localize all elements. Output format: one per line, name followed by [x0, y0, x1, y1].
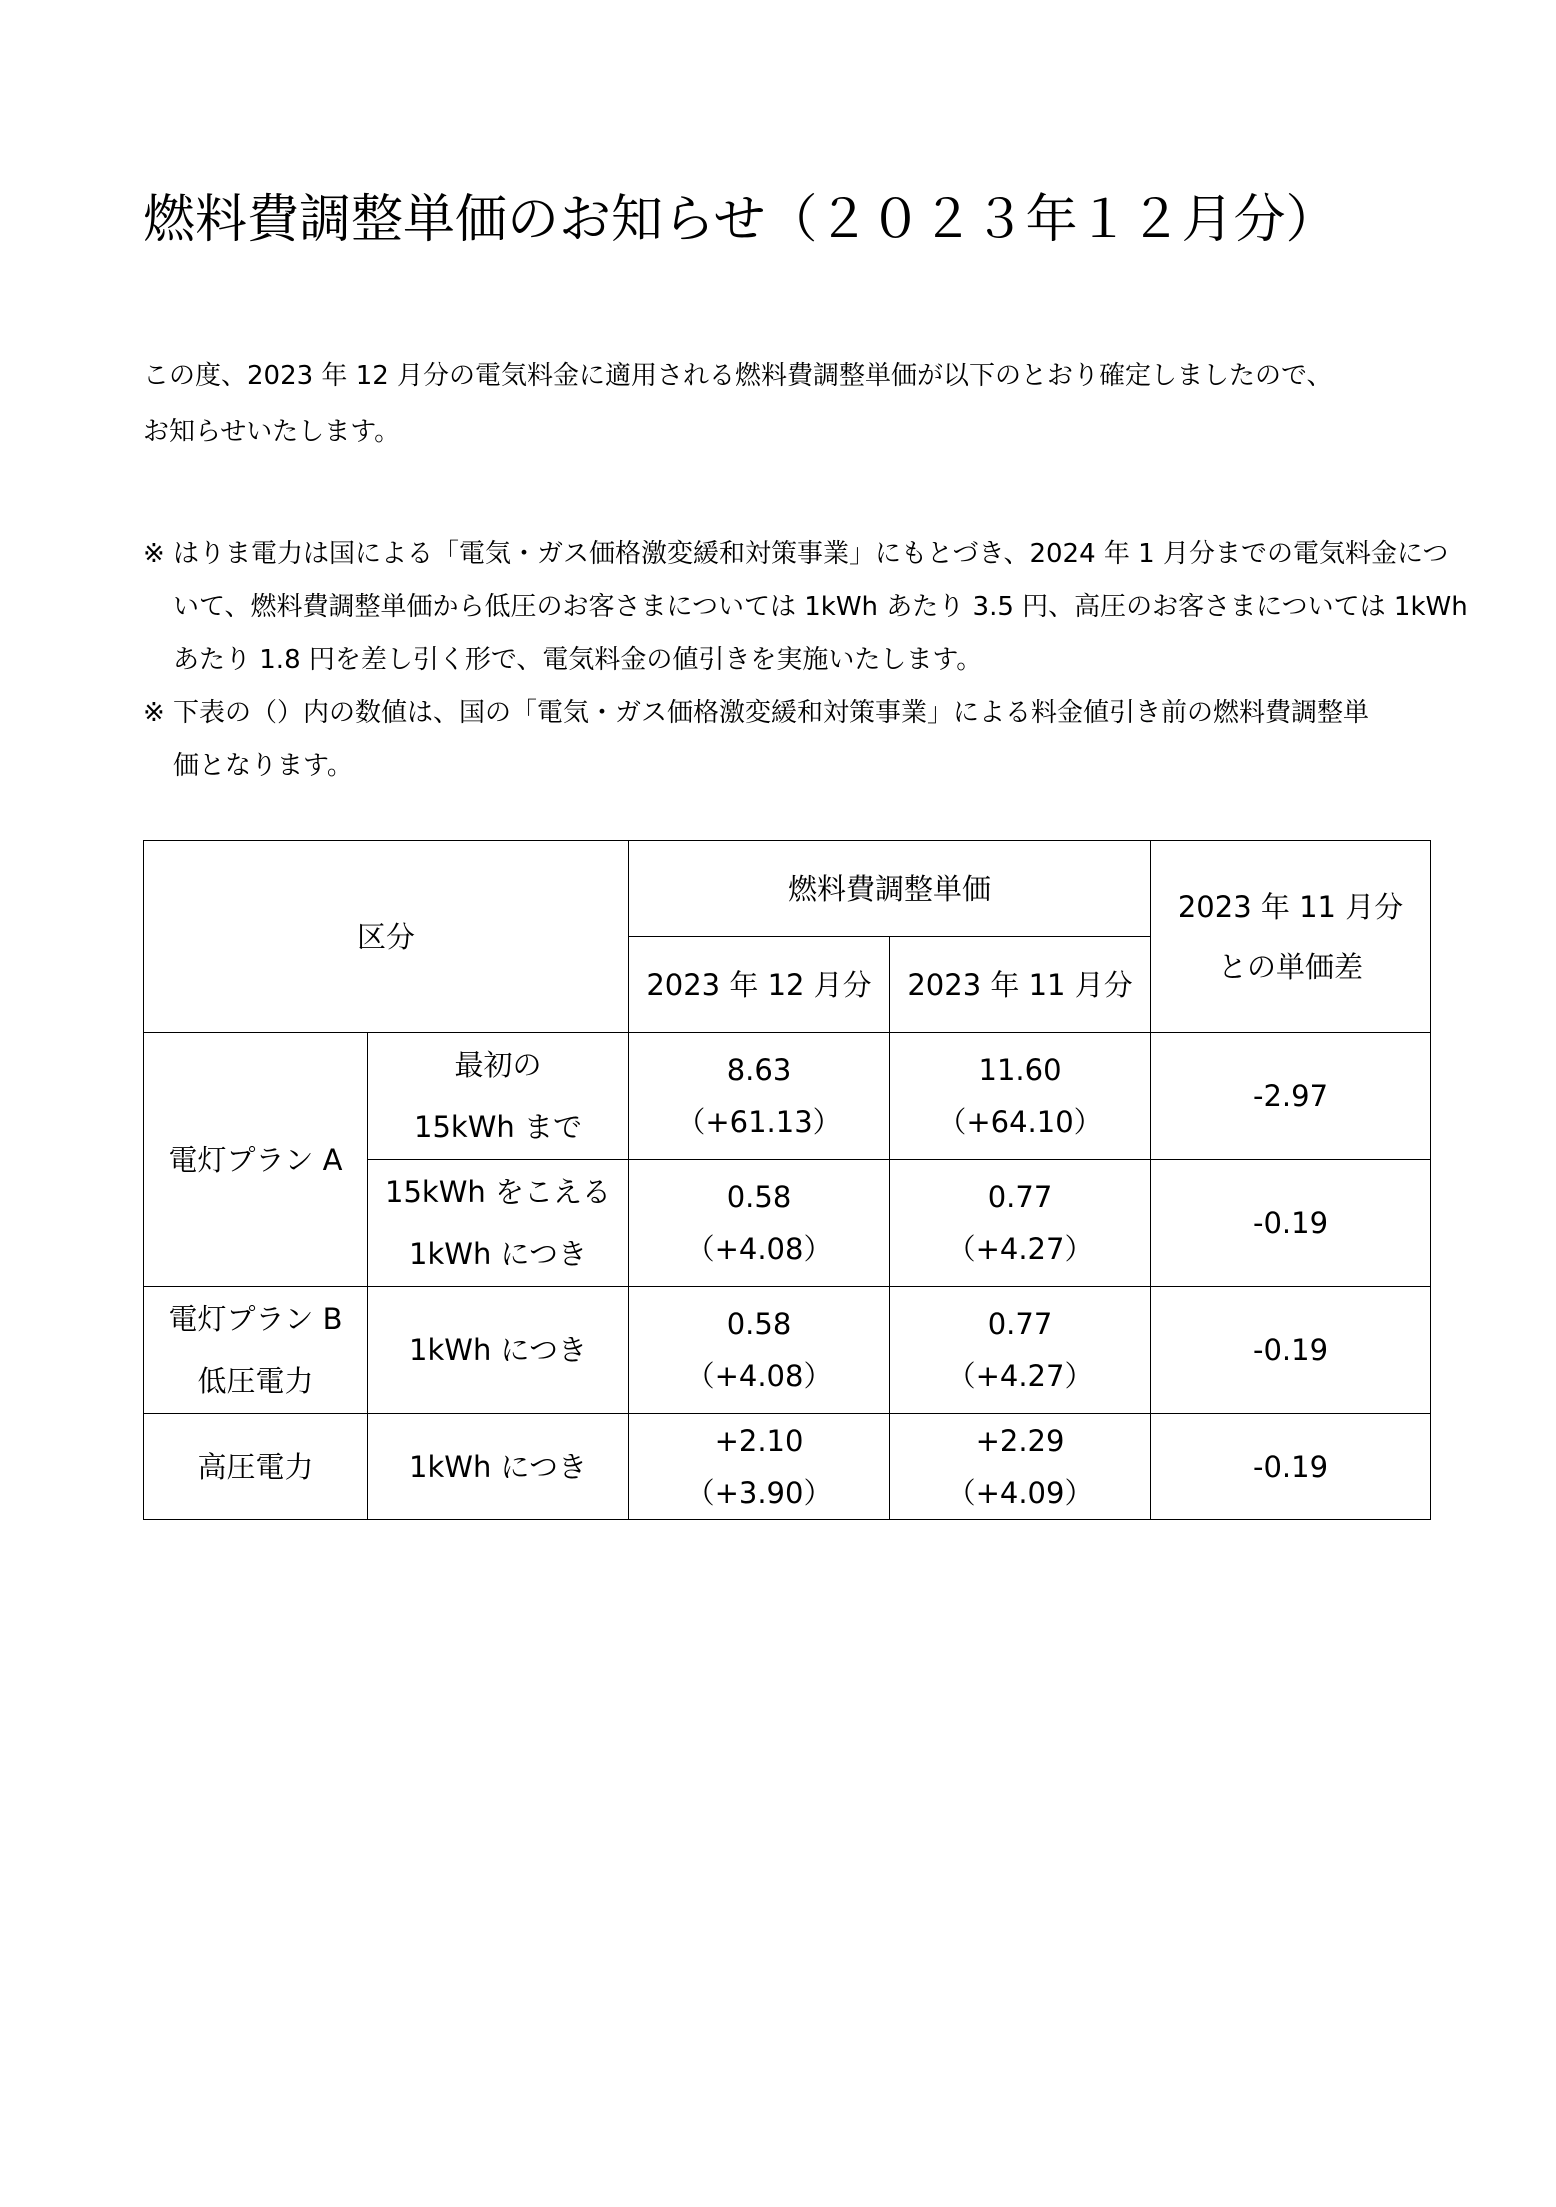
dec-pre-discount: （+4.08） — [685, 1232, 833, 1266]
dec-value: 0.58 — [726, 1307, 792, 1341]
dec-pre-discount: （+61.13） — [676, 1105, 842, 1139]
nov-value: 11.60 — [978, 1053, 1062, 1087]
dec-value: 0.58 — [726, 1180, 792, 1214]
nov-pre-discount: （+4.27） — [946, 1232, 1094, 1266]
fuel-cost-table — [143, 840, 1431, 1520]
note-line: いて、燃料費調整単価から低圧のお客さまについては 1kWh あたり 3.5 円、高圧のお客さまについては 1kWh — [173, 592, 1468, 622]
dec-value: +2.10 — [714, 1423, 804, 1458]
table-row — [144, 1033, 1431, 1160]
intro-paragraph — [143, 348, 1433, 460]
header-diff-line: との単価差 — [1218, 949, 1364, 984]
dec-pre-discount: （+3.90） — [685, 1475, 833, 1510]
nov-value: +2.29 — [975, 1423, 1065, 1458]
header-unit-price: 燃料費調整単価 — [629, 841, 1151, 937]
diff-cell: -0.19 — [1151, 1414, 1431, 1520]
diff-cell: -2.97 — [1151, 1033, 1431, 1160]
nov-value: 0.77 — [987, 1307, 1053, 1341]
dec-pre-discount: （+4.08） — [685, 1359, 833, 1393]
nov-value-cell — [890, 1414, 1151, 1520]
nov-value: 0.77 — [987, 1180, 1053, 1214]
nov-pre-discount: （+4.09） — [946, 1475, 1094, 1510]
plan-cell: 高圧電力 — [144, 1414, 368, 1520]
tier-line: 最初の — [454, 1048, 542, 1082]
diff-cell: -0.19 — [1151, 1160, 1431, 1287]
nov-value-cell — [890, 1160, 1151, 1287]
note-parentheses — [143, 687, 1433, 793]
notes — [143, 528, 1468, 793]
tier-cell: 1kWh につき — [368, 1414, 629, 1520]
table-row — [144, 1287, 1431, 1414]
note-line: 価となります。 — [173, 751, 353, 781]
header-col-dec: 2023 年 12 月分 — [629, 937, 890, 1033]
note-discount — [143, 528, 1468, 687]
plan-line: 低圧電力 — [197, 1364, 314, 1398]
dec-value-cell — [629, 1287, 890, 1414]
note-text — [173, 528, 1468, 687]
header-col-nov: 2023 年 11 月分 — [890, 937, 1151, 1033]
tier-cell — [368, 1160, 629, 1287]
plan-line: 電灯プラン B — [168, 1302, 343, 1336]
diff-cell: -0.19 — [1151, 1287, 1431, 1414]
nov-value-cell — [890, 1287, 1151, 1414]
table-row — [144, 1414, 1431, 1520]
dec-value-cell — [629, 1414, 890, 1520]
header-row — [144, 841, 1431, 937]
header-diff — [1151, 841, 1431, 1033]
dec-value-cell — [629, 1033, 890, 1160]
intro-line: この度、2023 年 12 月分の電気料金に適用される燃料費調整単価が以下のとおり確定しましたので、 — [143, 361, 1333, 391]
tier-cell: 1kWh につき — [368, 1287, 629, 1414]
header-category: 区分 — [144, 841, 629, 1033]
tier-line: 15kWh まで — [414, 1110, 582, 1144]
nov-value-cell — [890, 1033, 1151, 1160]
note-line: あたり 1.8 円を差し引く形で、電気料金の値引きを実施いたします。 — [173, 645, 983, 675]
tier-line: 15kWh をこえる — [385, 1175, 611, 1209]
tier-cell — [368, 1033, 629, 1160]
nov-pre-discount: （+4.27） — [946, 1359, 1094, 1393]
note-mark: ※ — [143, 539, 165, 569]
tier-line: 1kWh につき — [409, 1237, 587, 1271]
note-mark: ※ — [143, 698, 165, 728]
nov-pre-discount: （+64.10） — [937, 1105, 1103, 1139]
dec-value: 8.63 — [726, 1053, 792, 1087]
note-line: 下表の（）内の数値は、国の「電気・ガス価格激変緩和対策事業」による料金値引き前の燃料費調整単 — [173, 698, 1370, 728]
dec-value-cell — [629, 1160, 890, 1287]
header-diff-line: 2023 年 11 月分 — [1177, 889, 1404, 924]
plan-cell — [144, 1287, 368, 1414]
note-line: はりま電力は国による「電気・ガス価格激変緩和対策事業」にもとづき、2024 年 1 月分までの電気料金につ — [173, 539, 1449, 569]
plan-cell: 電灯プラン A — [144, 1033, 368, 1287]
note-text — [173, 687, 1433, 793]
page-title: 燃料費調整単価のお知らせ（２０２３年１２月分） — [143, 190, 1338, 250]
intro-line: お知らせいたします。 — [143, 417, 401, 447]
